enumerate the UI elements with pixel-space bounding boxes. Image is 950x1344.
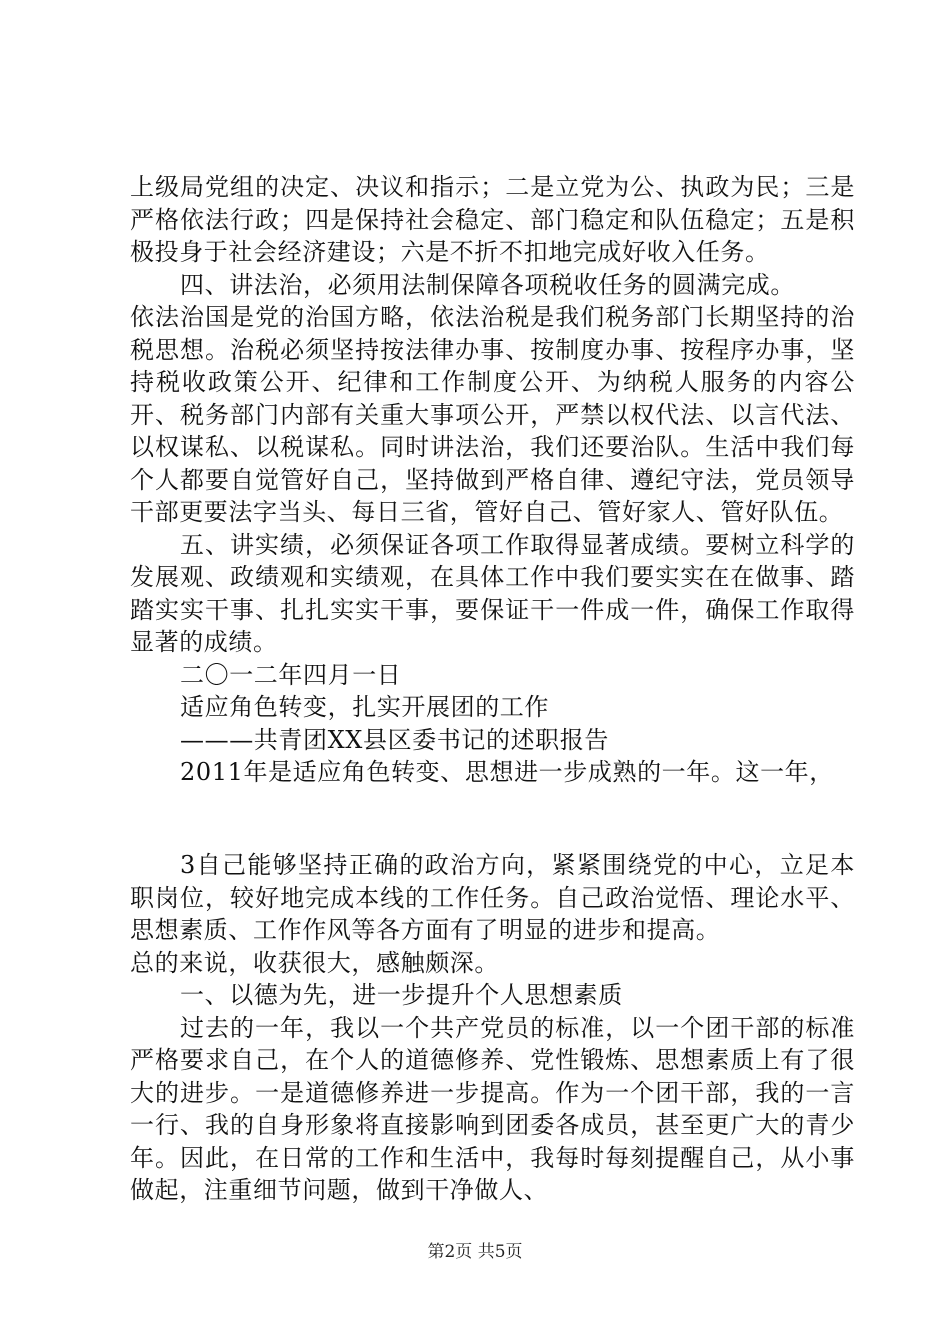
report-title: 适应角色转变，扎实开展团的工作: [180, 693, 549, 721]
paragraph: 上级局党组的决定、决议和指示；二是立党为公、执政为民；三是严格依法行政；四是保持社会稳定、部门稳定和队伍稳定；五是积极投身于社会经济建设；六是不折不扣地完成好收入任务。: [130, 173, 855, 266]
section-heading-morality: 一、以德为先，进一步提升个人思想素质: [180, 981, 623, 1009]
section-heading-performance: 五、讲实绩，必须保证各项工作取得显著成绩。要树立科学的发展观、政绩观和实绩观，在具体工作中我们要实实在在做事、踏踏实实干事、扎扎实实干事，要保证干一件成一件，确保工作取得显著的成绩。: [130, 530, 855, 656]
text-block-bottom: [130, 849, 855, 1207]
section-heading-rule-of-law: 四、讲法治，必须用法制保障各项税收任务的圆满完成。: [180, 270, 795, 299]
paragraph: 总的来说，收获很大，感触颇深。: [130, 948, 499, 977]
report-subtitle: ———共青团XX县区委书记的述职报告: [180, 725, 609, 754]
text-block-top: [130, 171, 855, 789]
page-footer: 第2页 共5页: [427, 1242, 523, 1262]
paragraph: 过去的一年，我以一个共产党员的标准，以一个团干部的标准严格要求自己，在个人的道德修养、党性锻炼、思想素质上有了很大的进步。一是道德修养进一步提高。作为一个团干部，我的一言一行、我的自身形象将直接影响到团委各成员，甚至更广大的青少年。因此，在日常的工作和生活中，我每时每刻提醒自己，从小事做起，注重细节问题，做到干净做人、: [130, 1013, 855, 1204]
paragraph: 2011年是适应角色转变、思想进一步成熟的一年。这一年，: [180, 758, 834, 786]
date-line: 二〇一二年四月一日: [180, 660, 402, 689]
paragraph: 3自己能够坚持正确的政治方向，紧紧围绕党的中心，立足本职岗位，较好地完成本线的工作任务。自己政治觉悟、理论水平、思想素质、工作作风等各方面有了明显的进步和提高。: [130, 851, 855, 944]
paragraph: 依法治国是党的治国方略，依法治税是我们税务部门长期坚持的治税思想。治税必须坚持按法律办事、按制度办事、按程序办事，坚持税收政策公开、纪律和工作制度公开、为纳税人服务的内容公开、税务部门内部有关重大事项公开，严禁以权代法、以言代法、以权谋私、以税谋私。同时讲法治，我们还要治队。生活中我们每个人都要自觉管好自己，坚持做到严格自律、遵纪守法，党员领导干部更要法字当头、每日三省，管好自己、管好家人、管好队伍。: [130, 303, 855, 526]
